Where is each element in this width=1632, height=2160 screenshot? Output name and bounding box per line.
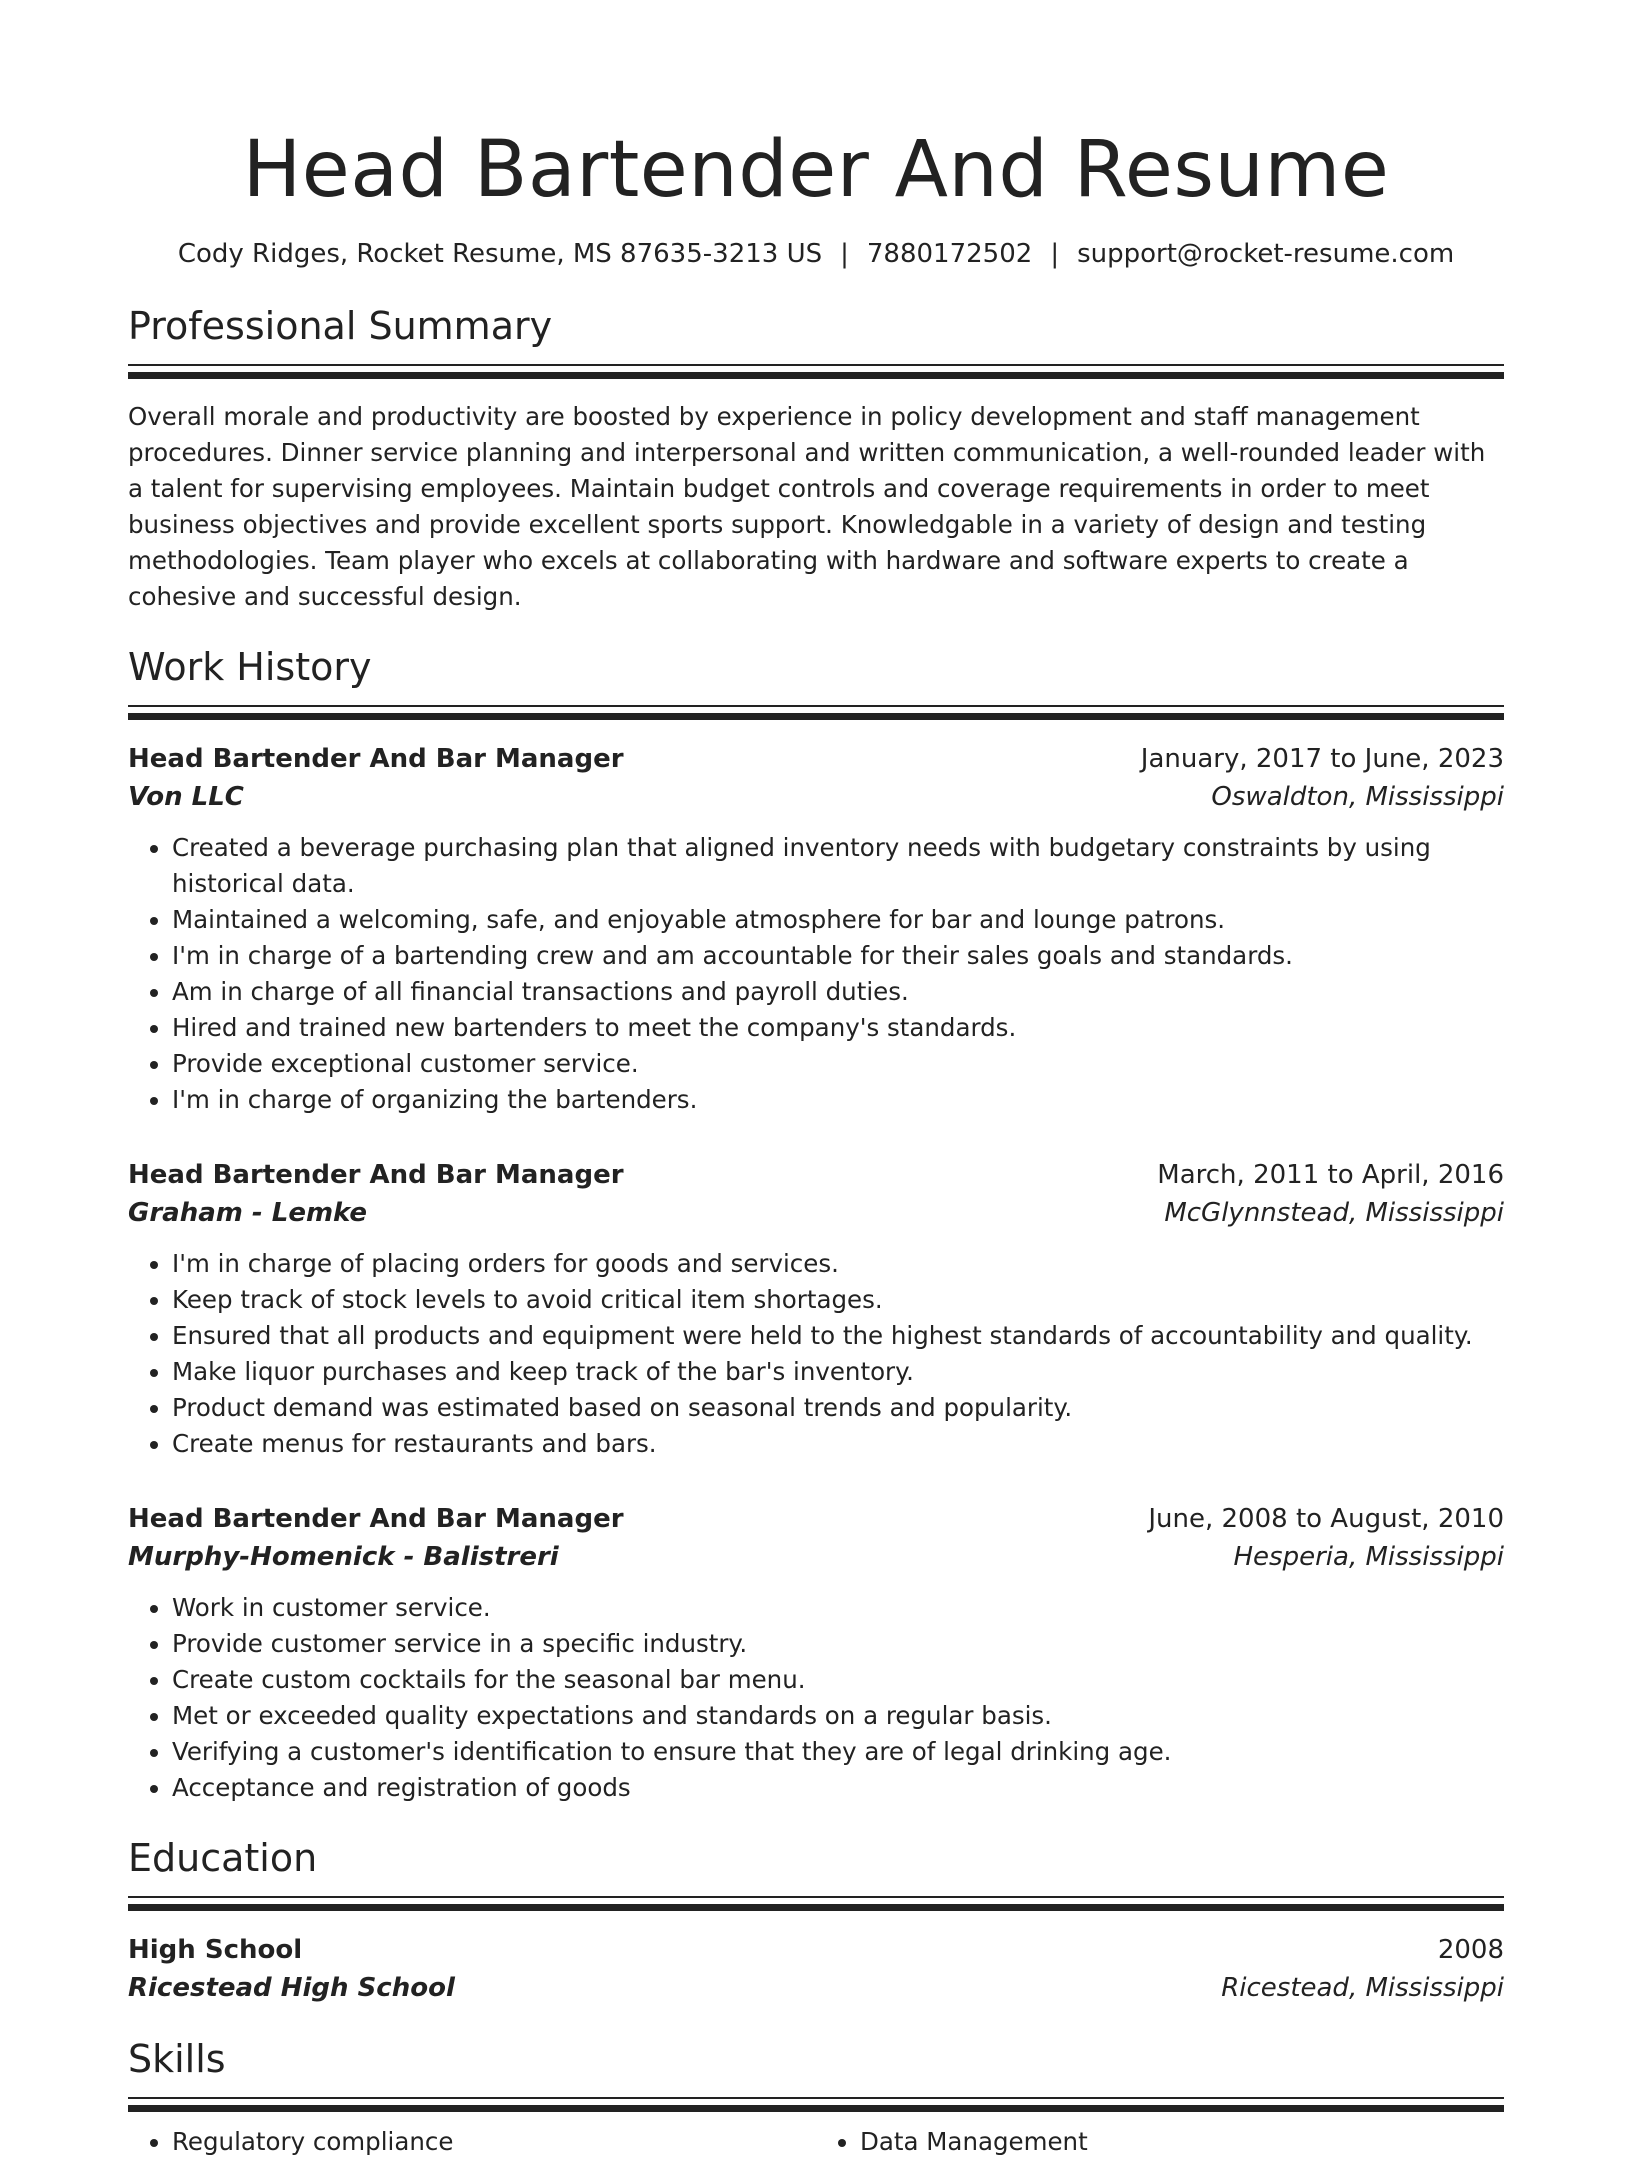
contact-separator: |: [840, 239, 849, 269]
section-divider: [128, 364, 1504, 379]
skills-section: [128, 2035, 1504, 2160]
job-dates: March, 2011 to April, 2016: [1157, 1160, 1504, 1190]
job-location: Oswaldton, Mississippi: [1211, 782, 1504, 812]
section-divider: [128, 1896, 1504, 1911]
list-item: • Hired and trained new bartenders to meet the company's standards.: [172, 1010, 1504, 1046]
list-item: • I'm in charge of placing orders for goods and services.: [172, 1246, 1504, 1282]
list-item: • Met or exceeded quality expectations and standards on a regular basis.: [172, 1698, 1504, 1734]
job-bullets: [128, 1246, 1504, 1462]
skills-heading: Skills: [128, 2037, 226, 2081]
education-section: [128, 1834, 1504, 2007]
job-company: Murphy-Homenick - Balistreri: [128, 1542, 559, 1572]
contact-address: Cody Ridges, Rocket Resume, MS 87635-3213 US: [177, 239, 823, 269]
list-item: • Regulatory compliance: [172, 2124, 816, 2160]
list-item: • I'm in charge of organizing the bartenders.: [172, 1082, 1504, 1118]
resume-title: Head Bartender And Resume: [242, 125, 1390, 215]
list-item: • I'm in charge of a bartending crew and am accountable for their sales goals and standards.: [172, 938, 1504, 974]
education-degree: High School: [128, 1935, 303, 1965]
list-item: • Product demand was estimated based on seasonal trends and popularity.: [172, 1390, 1504, 1426]
section-divider: [128, 2097, 1504, 2112]
skills-column-left: [128, 2124, 816, 2160]
job-bullets: [128, 830, 1504, 1118]
work-history-heading: Work History: [128, 645, 372, 689]
list-item: • Make liquor purchases and keep track of the bar's inventory.: [172, 1354, 1504, 1390]
job-dates: January, 2017 to June, 2023: [1140, 744, 1504, 774]
job-entry: [128, 740, 1504, 1118]
contact-phone: 7880172502: [866, 239, 1033, 269]
job-entry: [128, 1500, 1504, 1806]
list-item: • Provide customer service in a specific industry.: [172, 1626, 1504, 1662]
job-location: McGlynnstead, Mississippi: [1164, 1198, 1504, 1228]
list-item: • Ensured that all products and equipment were held to the highest standards of accountability and quality.: [172, 1318, 1504, 1354]
job-entry: [128, 1156, 1504, 1462]
job-company: Von LLC: [128, 782, 244, 812]
job-company: Graham - Lemke: [128, 1198, 368, 1228]
job-title: Head Bartender And Bar Manager: [128, 1504, 624, 1534]
education-school: Ricestead High School: [128, 1973, 455, 2003]
list-item: • Provide exceptional customer service.: [172, 1046, 1504, 1082]
summary-section: [128, 302, 1504, 615]
work-history-section: [128, 643, 1504, 1806]
skills-list: [128, 2124, 1504, 2160]
job-title: Head Bartender And Bar Manager: [128, 1160, 624, 1190]
list-item: • Work in customer service.: [172, 1590, 1504, 1626]
contact-email: support@rocket-resume.com: [1077, 239, 1455, 269]
list-item: • Create menus for restaurants and bars.: [172, 1426, 1504, 1462]
education-heading: Education: [128, 1836, 318, 1880]
list-item: • Keep track of stock levels to avoid critical item shortages.: [172, 1282, 1504, 1318]
list-item: • Maintained a welcoming, safe, and enjoyable atmosphere for bar and lounge patrons.: [172, 902, 1504, 938]
education-year: 2008: [1437, 1935, 1504, 1965]
job-bullets: [128, 1590, 1504, 1806]
section-divider: [128, 705, 1504, 720]
list-item: • Verifying a customer's identification to ensure that they are of legal drinking age.: [172, 1734, 1504, 1770]
education-location: Ricestead, Mississippi: [1221, 1973, 1504, 2003]
list-item: • Create custom cocktails for the seasonal bar menu.: [172, 1662, 1504, 1698]
list-item: • Acceptance and registration of goods: [172, 1770, 1504, 1806]
skills-column-right: [816, 2124, 1504, 2160]
job-title: Head Bartender And Bar Manager: [128, 744, 624, 774]
summary-text: Overall morale and productivity are boosted by experience in policy development and staff management procedures. Dinner service planning and interpersonal and written communication, a well-rounded leader with a talent for supervising employees. Maintain budget controls and coverage requirements in order to meet business objectives and provide excellent sports support. Knowledgable in a variety of design and testing methodologies. Team player who excels at collaborating with hardware and software experts to create a cohesive and successful design.: [128, 402, 1486, 611]
contact-separator: |: [1050, 239, 1060, 269]
contact-line: [128, 236, 1504, 272]
summary-heading: Professional Summary: [128, 304, 553, 348]
list-item: • Data Management: [860, 2124, 1504, 2160]
list-item: • Am in charge of all financial transactions and payroll duties.: [172, 974, 1504, 1010]
job-dates: June, 2008 to August, 2010: [1148, 1504, 1504, 1534]
list-item: • Created a beverage purchasing plan that aligned inventory needs with budgetary constraints by using historical data.: [172, 830, 1504, 902]
job-location: Hesperia, Mississippi: [1233, 1542, 1504, 1572]
